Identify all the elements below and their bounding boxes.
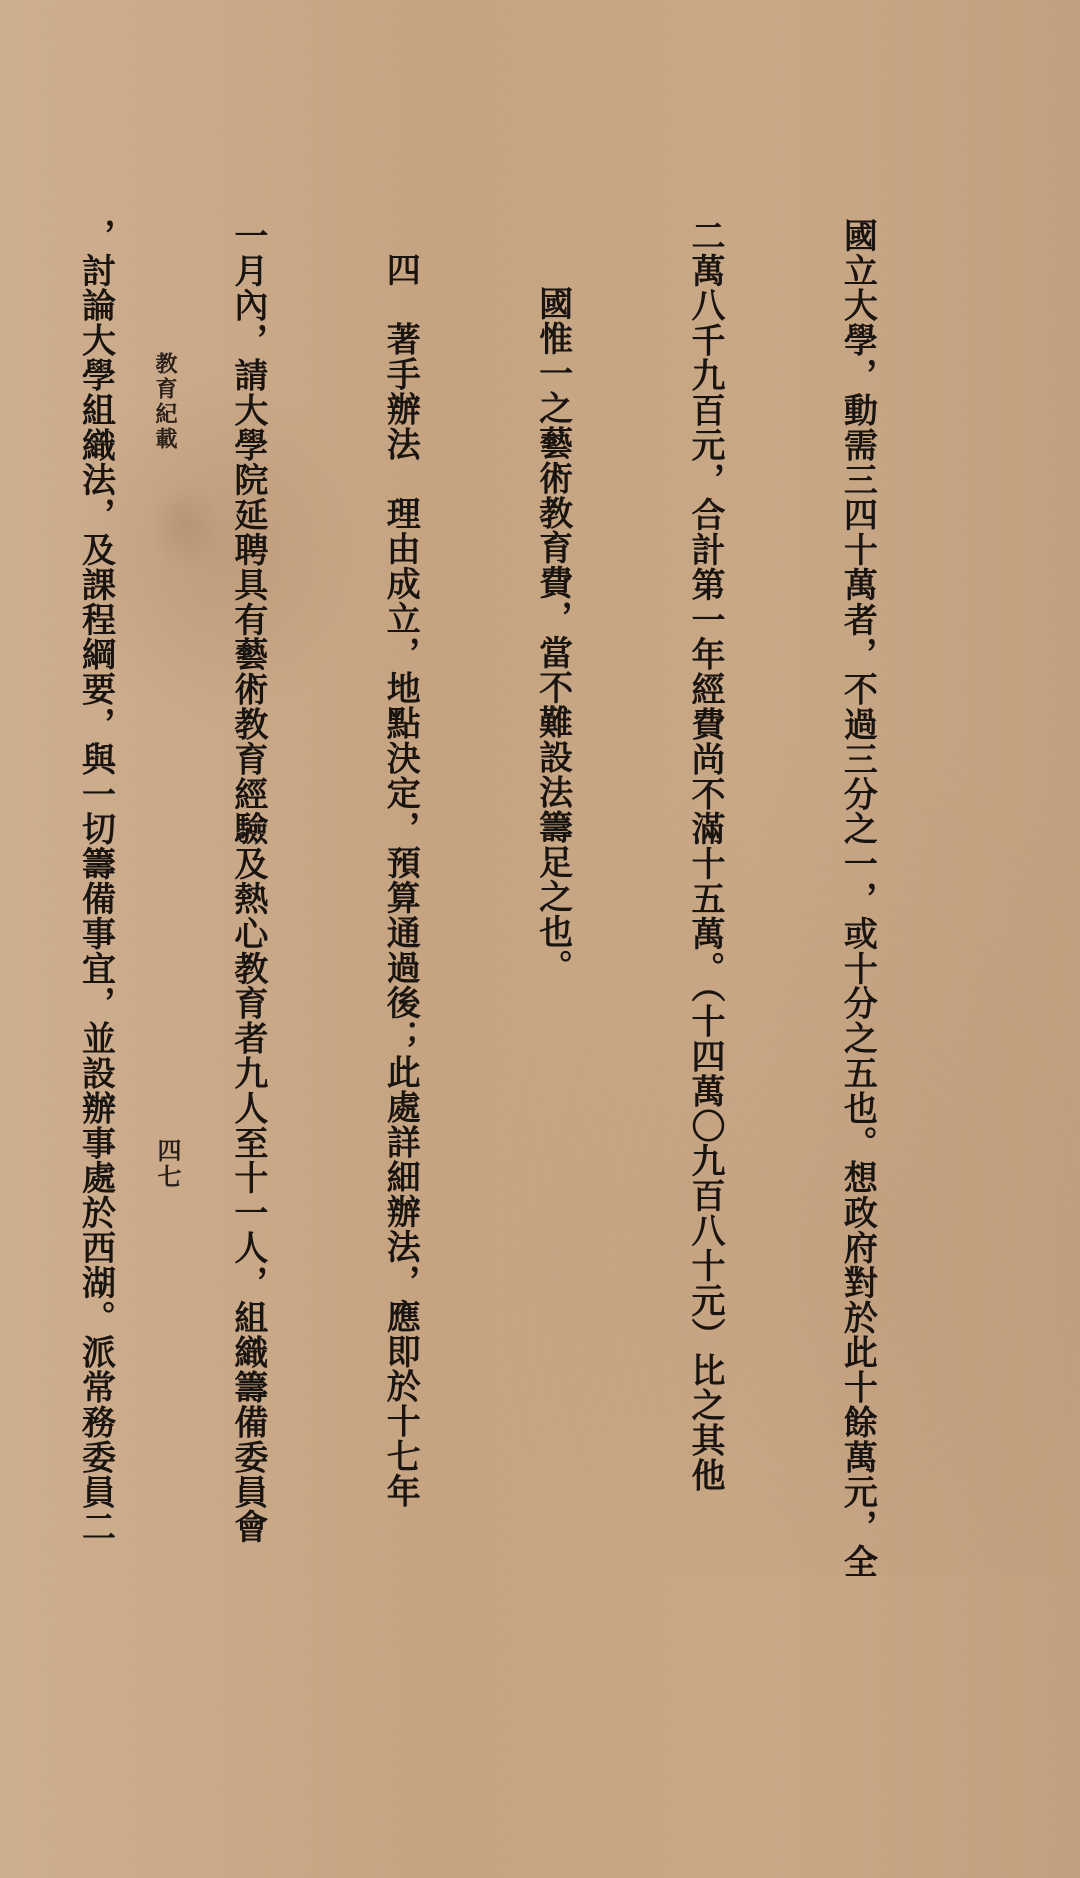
text-column: 國立大學，動需三四十萬者，不過三分之一，或十分之五也。想政府對於此十餘萬元，全: [837, 218, 878, 1580]
running-title: 教育紀載: [152, 352, 178, 452]
text-column: 國惟一之藝術教育費，當不難設法籌足之也。: [532, 286, 573, 984]
body-text: [75, 218, 984, 1580]
page-number: 四七: [153, 1138, 182, 1190]
text-column: 四 著手辦法 理由成立，地點決定，預算通過後；此處詳細辦法，應即於十七年: [380, 252, 421, 1509]
text-column: 二萬八千九百元，合計第一年經費尚不滿十五萬。（十四萬〇九百八十元）比之其他: [685, 218, 726, 1493]
text-column: 一月內，請大學院延聘具有藝術教育經驗及熱心教育者九人至十一人，組織籌備委員會: [227, 218, 268, 1545]
text-column: ，討論大學組織法，及課程綱要，與一切籌備事宜，並設辦事處於西湖。派常務委員二: [75, 218, 116, 1545]
